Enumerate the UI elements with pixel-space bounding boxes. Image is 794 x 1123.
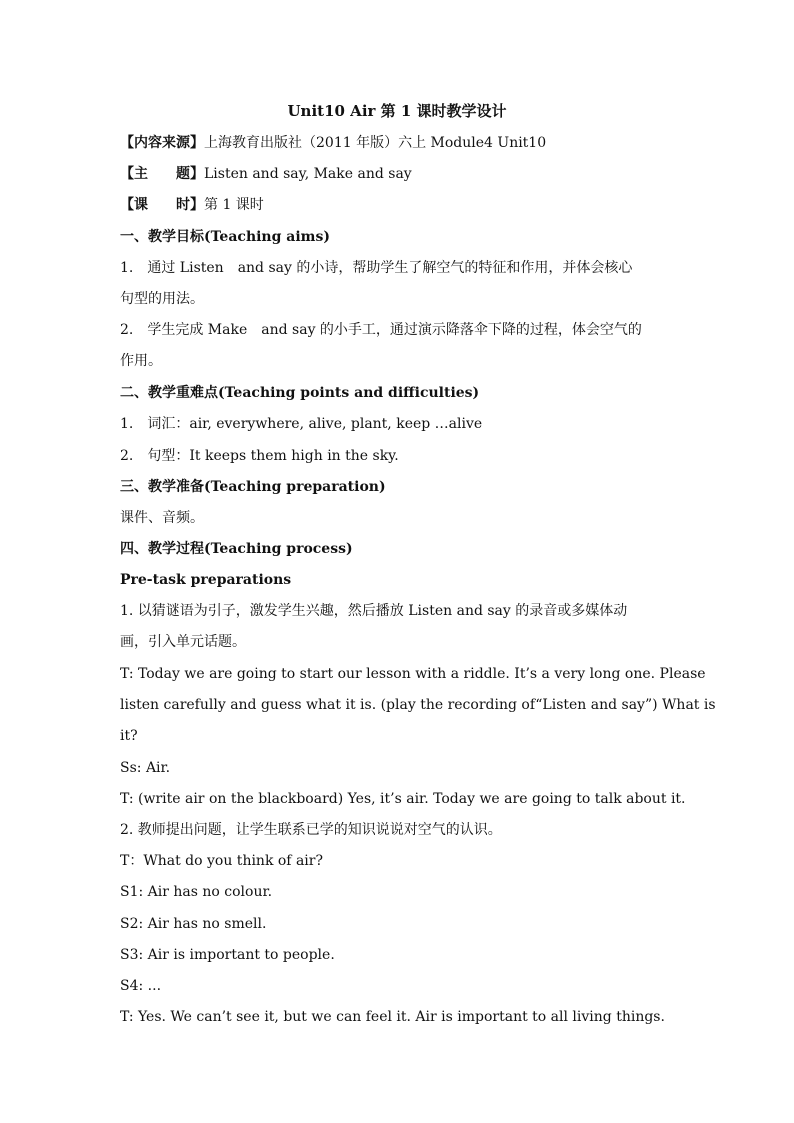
aims-heading: 一、教学目标(Teaching aims) <box>120 229 330 245</box>
aims-item-2-line-2: 作用。 <box>120 353 162 369</box>
dialogue-t4: T: Yes. We can’t see it, but we can feel it. Air is important to all living things. <box>120 1009 665 1025</box>
dialogue-t1-line-1: T: Today we are going to start our lesson with a riddle. It’s a very long one. Please <box>120 666 706 682</box>
step-1-line-2: 画，引入单元话题。 <box>120 634 246 650</box>
meta-source <box>120 133 680 153</box>
dialogue-t1-line-3: it? <box>120 728 138 744</box>
points-item-1: 1. 词汇：air, everywhere, alive, plant, keep …alive <box>120 416 483 432</box>
dialogue-s1: S1: Air has no colour. <box>120 884 273 900</box>
document-title: Unit10 Air 第 1 课时教学设计 <box>287 102 507 120</box>
dialogue-s4: S4: ... <box>120 978 162 994</box>
points-heading: 二、教学重难点(Teaching points and difficulties) <box>120 385 480 401</box>
dialogue-t1-line-2: listen carefully and guess what it is. (play the recording of“Listen and say”) What is <box>120 697 716 713</box>
points-item-2: 2. 句型：It keeps them high in the sky. <box>120 448 399 464</box>
pretask-heading: Pre-task preparations <box>120 572 292 588</box>
process-heading: 四、教学过程(Teaching process) <box>120 541 353 557</box>
meta-topic-value: Listen and say, Make and say <box>204 166 412 182</box>
meta-source-value: 上海教育出版社（2011 年版）六上 Module4 Unit10 <box>204 135 547 151</box>
dialogue-s2: S2: Air has no smell. <box>120 916 267 932</box>
dialogue-t2: T: (write air on the blackboard) Yes, it’s air. Today we are going to talk about it. <box>120 791 686 807</box>
meta-period-value: 第 1 课时 <box>204 197 264 213</box>
dialogue-s3: S3: Air is important to people. <box>120 947 335 963</box>
dialogue-t3: T：What do you think of air? <box>120 853 323 869</box>
prep-text: 课件、音频。 <box>120 510 204 526</box>
meta-topic-label: 【主 题】 <box>120 166 204 182</box>
meta-topic <box>120 164 680 184</box>
dialogue-ss1: Ss: Air. <box>120 760 171 776</box>
aims-item-2-line-1: 2. 学生完成 Make and say 的小手工，通过演示降落伞下降的过程，体会空气的 <box>120 322 642 338</box>
meta-period-label: 【课 时】 <box>120 197 204 213</box>
aims-item-1-line-1: 1. 通过 Listen and say 的小诗，帮助学生了解空气的特征和作用，并体会核心 <box>120 260 633 276</box>
step-2: 2. 教师提出问题，让学生联系已学的知识说说对空气的认识。 <box>120 822 502 838</box>
meta-period <box>120 195 680 215</box>
aims-item-1-line-2: 句型的用法。 <box>120 291 204 307</box>
step-1-line-1: 1. 以猜谜语为引子，激发学生兴趣，然后播放 Listen and say 的录音或多媒体动 <box>120 603 628 619</box>
meta-source-label: 【内容来源】 <box>120 135 204 151</box>
prep-heading: 三、教学准备(Teaching preparation) <box>120 479 386 495</box>
